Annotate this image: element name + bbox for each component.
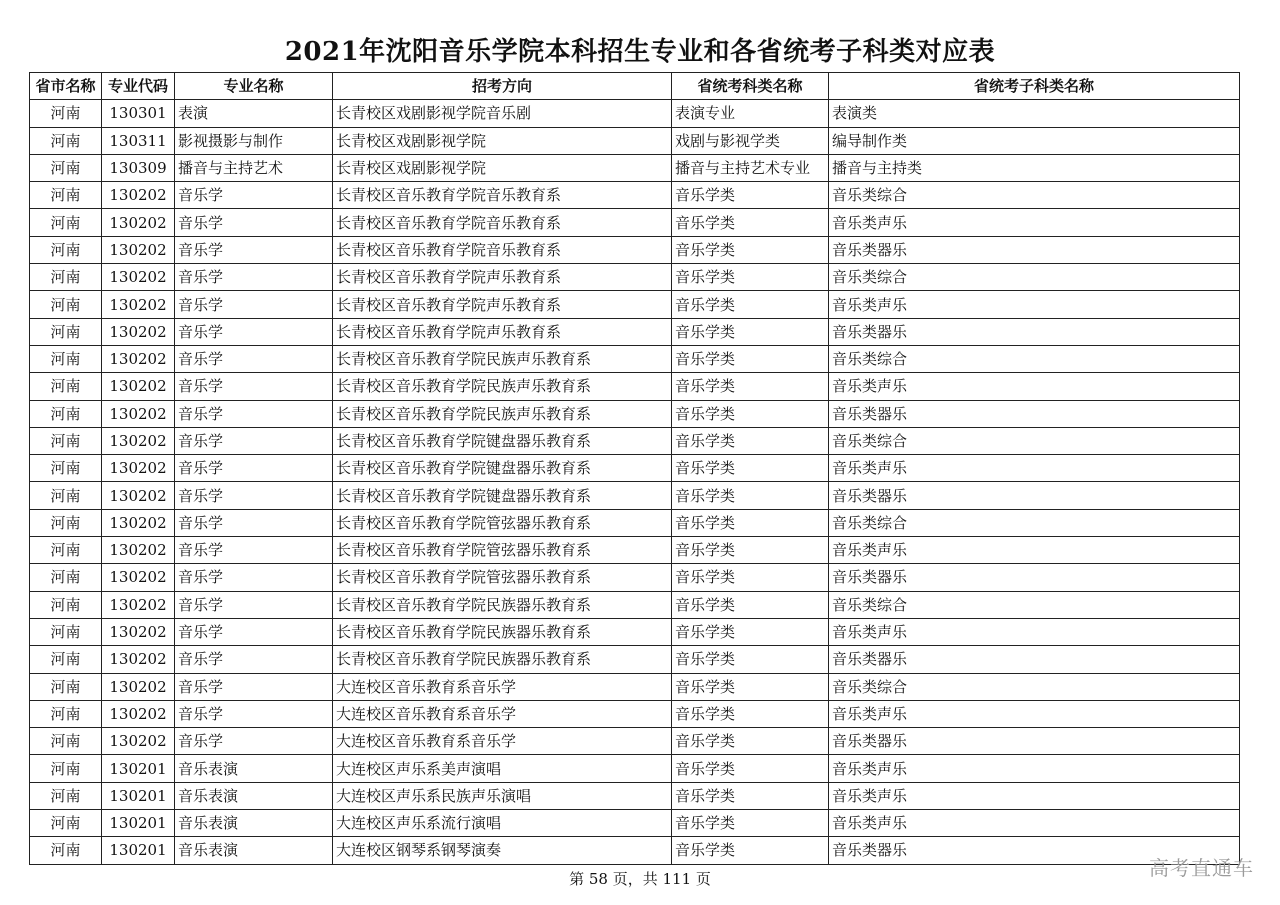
cell-subcategory: 音乐类综合 — [829, 345, 1240, 372]
table-row — [30, 537, 1240, 564]
cell-direction: 长青校区戏剧影视学院 — [333, 154, 672, 181]
cell-major-name: 音乐表演 — [175, 810, 333, 837]
cell-major-name: 音乐学 — [175, 482, 333, 509]
cell-major-name: 音乐学 — [175, 236, 333, 263]
cell-subcategory: 音乐类声乐 — [829, 782, 1240, 809]
cell-direction: 长青校区音乐教育学院民族声乐教育系 — [333, 345, 672, 372]
cell-major-name: 音乐学 — [175, 728, 333, 755]
cell-direction: 大连校区音乐教育系音乐学 — [333, 673, 672, 700]
cell-category: 音乐学类 — [672, 537, 829, 564]
header-major-code: 专业代码 — [102, 73, 175, 100]
cell-subcategory: 音乐类声乐 — [829, 755, 1240, 782]
cell-major-code: 130201 — [102, 837, 175, 864]
cell-category: 音乐学类 — [672, 264, 829, 291]
table-row — [30, 646, 1240, 673]
cell-major-name: 音乐表演 — [175, 755, 333, 782]
cell-direction: 大连校区音乐教育系音乐学 — [333, 728, 672, 755]
table-row — [30, 400, 1240, 427]
cell-major-code: 130202 — [102, 700, 175, 727]
cell-province: 河南 — [30, 318, 102, 345]
cell-major-code: 130202 — [102, 537, 175, 564]
cell-subcategory: 音乐类器乐 — [829, 728, 1240, 755]
cell-province: 河南 — [30, 291, 102, 318]
cell-major-name: 音乐学 — [175, 318, 333, 345]
cell-province: 河南 — [30, 755, 102, 782]
table-row — [30, 427, 1240, 454]
cell-major-name: 音乐学 — [175, 509, 333, 536]
header-subcategory: 省统考子科类名称 — [829, 73, 1240, 100]
cell-category: 音乐学类 — [672, 400, 829, 427]
table-row — [30, 700, 1240, 727]
cell-province: 河南 — [30, 400, 102, 427]
cell-category: 音乐学类 — [672, 646, 829, 673]
cell-major-name: 播音与主持艺术 — [175, 154, 333, 181]
cell-major-name: 音乐表演 — [175, 837, 333, 864]
cell-category: 音乐学类 — [672, 236, 829, 263]
cell-major-name: 音乐学 — [175, 400, 333, 427]
cell-direction: 长青校区音乐教育学院声乐教育系 — [333, 318, 672, 345]
cell-major-name: 音乐学 — [175, 646, 333, 673]
cell-major-code: 130202 — [102, 427, 175, 454]
table-row — [30, 810, 1240, 837]
cell-subcategory: 音乐类声乐 — [829, 291, 1240, 318]
cell-province: 河南 — [30, 345, 102, 372]
table-row — [30, 837, 1240, 864]
cell-direction: 长青校区戏剧影视学院音乐剧 — [333, 100, 672, 127]
cell-subcategory: 音乐类综合 — [829, 182, 1240, 209]
cell-direction: 长青校区音乐教育学院民族器乐教育系 — [333, 618, 672, 645]
cell-major-name: 影视摄影与制作 — [175, 127, 333, 154]
cell-category: 戏剧与影视学类 — [672, 127, 829, 154]
cell-province: 河南 — [30, 209, 102, 236]
cell-province: 河南 — [30, 427, 102, 454]
cell-direction: 长青校区音乐教育学院声乐教育系 — [333, 291, 672, 318]
cell-major-name: 音乐学 — [175, 345, 333, 372]
table-body — [30, 100, 1240, 864]
cell-direction: 长青校区音乐教育学院民族声乐教育系 — [333, 373, 672, 400]
table-row — [30, 182, 1240, 209]
cell-direction: 长青校区音乐教育学院键盘器乐教育系 — [333, 482, 672, 509]
cell-subcategory: 音乐类声乐 — [829, 209, 1240, 236]
cell-direction: 长青校区音乐教育学院音乐教育系 — [333, 182, 672, 209]
cell-major-name: 音乐学 — [175, 209, 333, 236]
cell-category: 音乐学类 — [672, 837, 829, 864]
header-province: 省市名称 — [30, 73, 102, 100]
cell-category: 音乐学类 — [672, 618, 829, 645]
cell-direction: 长青校区音乐教育学院管弦器乐教育系 — [333, 537, 672, 564]
cell-subcategory: 音乐类综合 — [829, 673, 1240, 700]
cell-major-name: 音乐学 — [175, 264, 333, 291]
major-mapping-table — [29, 72, 1240, 865]
cell-major-code: 130201 — [102, 782, 175, 809]
cell-province: 河南 — [30, 618, 102, 645]
table-row — [30, 345, 1240, 372]
cell-province: 河南 — [30, 373, 102, 400]
cell-direction: 长青校区音乐教育学院键盘器乐教育系 — [333, 455, 672, 482]
cell-major-code: 130301 — [102, 100, 175, 127]
cell-major-code: 130309 — [102, 154, 175, 181]
cell-subcategory: 播音与主持类 — [829, 154, 1240, 181]
table-row — [30, 782, 1240, 809]
cell-province: 河南 — [30, 100, 102, 127]
document-title: 2021年沈阳音乐学院本科招生专业和各省统考子科类对应表 — [284, 37, 996, 67]
cell-category: 音乐学类 — [672, 728, 829, 755]
cell-direction: 大连校区声乐系美声演唱 — [333, 755, 672, 782]
cell-subcategory: 音乐类综合 — [829, 591, 1240, 618]
cell-subcategory: 表演类 — [829, 100, 1240, 127]
table-row — [30, 154, 1240, 181]
header-major-name: 专业名称 — [175, 73, 333, 100]
cell-direction: 长青校区音乐教育学院民族器乐教育系 — [333, 646, 672, 673]
cell-subcategory: 音乐类器乐 — [829, 646, 1240, 673]
table-row — [30, 728, 1240, 755]
cell-category: 音乐学类 — [672, 455, 829, 482]
cell-major-code: 130311 — [102, 127, 175, 154]
cell-major-code: 130201 — [102, 755, 175, 782]
cell-province: 河南 — [30, 264, 102, 291]
cell-direction: 长青校区音乐教育学院音乐教育系 — [333, 209, 672, 236]
table-header-row — [30, 73, 1240, 100]
cell-subcategory: 音乐类声乐 — [829, 537, 1240, 564]
cell-major-name: 音乐学 — [175, 564, 333, 591]
cell-category: 音乐学类 — [672, 591, 829, 618]
cell-major-code: 130202 — [102, 618, 175, 645]
table-row — [30, 591, 1240, 618]
cell-category: 音乐学类 — [672, 345, 829, 372]
cell-direction: 大连校区声乐系民族声乐演唱 — [333, 782, 672, 809]
cell-major-code: 130202 — [102, 373, 175, 400]
cell-category: 表演专业 — [672, 100, 829, 127]
cell-province: 河南 — [30, 236, 102, 263]
cell-category: 播音与主持艺术专业 — [672, 154, 829, 181]
cell-province: 河南 — [30, 455, 102, 482]
cell-subcategory: 音乐类器乐 — [829, 564, 1240, 591]
cell-major-code: 130202 — [102, 264, 175, 291]
cell-subcategory: 音乐类综合 — [829, 509, 1240, 536]
cell-major-name: 音乐学 — [175, 182, 333, 209]
cell-major-name: 音乐学 — [175, 373, 333, 400]
cell-subcategory: 音乐类综合 — [829, 264, 1240, 291]
cell-province: 河南 — [30, 700, 102, 727]
cell-category: 音乐学类 — [672, 182, 829, 209]
cell-subcategory: 音乐类声乐 — [829, 618, 1240, 645]
table-row — [30, 755, 1240, 782]
cell-province: 河南 — [30, 673, 102, 700]
table-row — [30, 455, 1240, 482]
header-direction: 招考方向 — [333, 73, 672, 100]
table-row — [30, 482, 1240, 509]
cell-province: 河南 — [30, 728, 102, 755]
cell-category: 音乐学类 — [672, 373, 829, 400]
cell-category: 音乐学类 — [672, 209, 829, 236]
table-row — [30, 373, 1240, 400]
cell-major-code: 130202 — [102, 318, 175, 345]
cell-subcategory: 音乐类器乐 — [829, 482, 1240, 509]
cell-category: 音乐学类 — [672, 291, 829, 318]
cell-category: 音乐学类 — [672, 755, 829, 782]
cell-direction: 长青校区音乐教育学院民族器乐教育系 — [333, 591, 672, 618]
table-row — [30, 291, 1240, 318]
cell-major-code: 130202 — [102, 564, 175, 591]
cell-major-code: 130202 — [102, 673, 175, 700]
cell-subcategory: 音乐类声乐 — [829, 700, 1240, 727]
cell-major-code: 130202 — [102, 646, 175, 673]
cell-subcategory: 音乐类综合 — [829, 427, 1240, 454]
cell-province: 河南 — [30, 646, 102, 673]
cell-subcategory: 音乐类器乐 — [829, 837, 1240, 864]
cell-province: 河南 — [30, 564, 102, 591]
cell-direction: 长青校区音乐教育学院音乐教育系 — [333, 236, 672, 263]
table-row — [30, 209, 1240, 236]
cell-province: 河南 — [30, 782, 102, 809]
table-row — [30, 264, 1240, 291]
cell-direction: 长青校区音乐教育学院键盘器乐教育系 — [333, 427, 672, 454]
cell-category: 音乐学类 — [672, 810, 829, 837]
cell-province: 河南 — [30, 127, 102, 154]
header-category: 省统考科类名称 — [672, 73, 829, 100]
cell-major-name: 音乐学 — [175, 455, 333, 482]
cell-province: 河南 — [30, 537, 102, 564]
cell-major-name: 音乐学 — [175, 673, 333, 700]
cell-direction: 长青校区音乐教育学院民族声乐教育系 — [333, 400, 672, 427]
cell-major-name: 音乐学 — [175, 291, 333, 318]
cell-direction: 大连校区钢琴系钢琴演奏 — [333, 837, 672, 864]
cell-province: 河南 — [30, 509, 102, 536]
cell-major-name: 音乐表演 — [175, 782, 333, 809]
cell-direction: 长青校区戏剧影视学院 — [333, 127, 672, 154]
cell-subcategory: 音乐类器乐 — [829, 400, 1240, 427]
cell-major-code: 130202 — [102, 182, 175, 209]
cell-category: 音乐学类 — [672, 782, 829, 809]
cell-subcategory: 音乐类声乐 — [829, 373, 1240, 400]
cell-direction: 长青校区音乐教育学院管弦器乐教育系 — [333, 564, 672, 591]
cell-category: 音乐学类 — [672, 700, 829, 727]
cell-subcategory: 编导制作类 — [829, 127, 1240, 154]
cell-direction: 大连校区声乐系流行演唱 — [333, 810, 672, 837]
cell-major-code: 130202 — [102, 345, 175, 372]
cell-major-code: 130202 — [102, 509, 175, 536]
cell-major-code: 130202 — [102, 400, 175, 427]
cell-province: 河南 — [30, 154, 102, 181]
cell-province: 河南 — [30, 482, 102, 509]
table-row — [30, 509, 1240, 536]
cell-category: 音乐学类 — [672, 509, 829, 536]
cell-province: 河南 — [30, 810, 102, 837]
cell-major-name: 音乐学 — [175, 427, 333, 454]
cell-major-code: 130202 — [102, 728, 175, 755]
cell-subcategory: 音乐类器乐 — [829, 318, 1240, 345]
cell-major-code: 130201 — [102, 810, 175, 837]
cell-category: 音乐学类 — [672, 318, 829, 345]
cell-province: 河南 — [30, 837, 102, 864]
table-row — [30, 236, 1240, 263]
table-row — [30, 618, 1240, 645]
cell-major-code: 130202 — [102, 482, 175, 509]
cell-major-code: 130202 — [102, 209, 175, 236]
cell-major-name: 音乐学 — [175, 618, 333, 645]
watermark: 高考直通车 — [1149, 856, 1254, 880]
cell-province: 河南 — [30, 182, 102, 209]
cell-major-name: 音乐学 — [175, 537, 333, 564]
table-row — [30, 673, 1240, 700]
cell-major-name: 音乐学 — [175, 700, 333, 727]
cell-major-code: 130202 — [102, 291, 175, 318]
cell-subcategory: 音乐类器乐 — [829, 236, 1240, 263]
cell-category: 音乐学类 — [672, 564, 829, 591]
cell-major-name: 表演 — [175, 100, 333, 127]
table-row — [30, 318, 1240, 345]
cell-major-code: 130202 — [102, 455, 175, 482]
cell-major-name: 音乐学 — [175, 591, 333, 618]
cell-direction: 长青校区音乐教育学院声乐教育系 — [333, 264, 672, 291]
cell-major-code: 130202 — [102, 236, 175, 263]
cell-province: 河南 — [30, 591, 102, 618]
cell-category: 音乐学类 — [672, 482, 829, 509]
table-row — [30, 127, 1240, 154]
cell-direction: 长青校区音乐教育学院管弦器乐教育系 — [333, 509, 672, 536]
cell-category: 音乐学类 — [672, 673, 829, 700]
cell-category: 音乐学类 — [672, 427, 829, 454]
cell-direction: 大连校区音乐教育系音乐学 — [333, 700, 672, 727]
cell-subcategory: 音乐类声乐 — [829, 455, 1240, 482]
table-row — [30, 564, 1240, 591]
table-row — [30, 100, 1240, 127]
page-number: 第 58 页，共 111 页 — [569, 870, 711, 888]
cell-major-code: 130202 — [102, 591, 175, 618]
cell-subcategory: 音乐类声乐 — [829, 810, 1240, 837]
